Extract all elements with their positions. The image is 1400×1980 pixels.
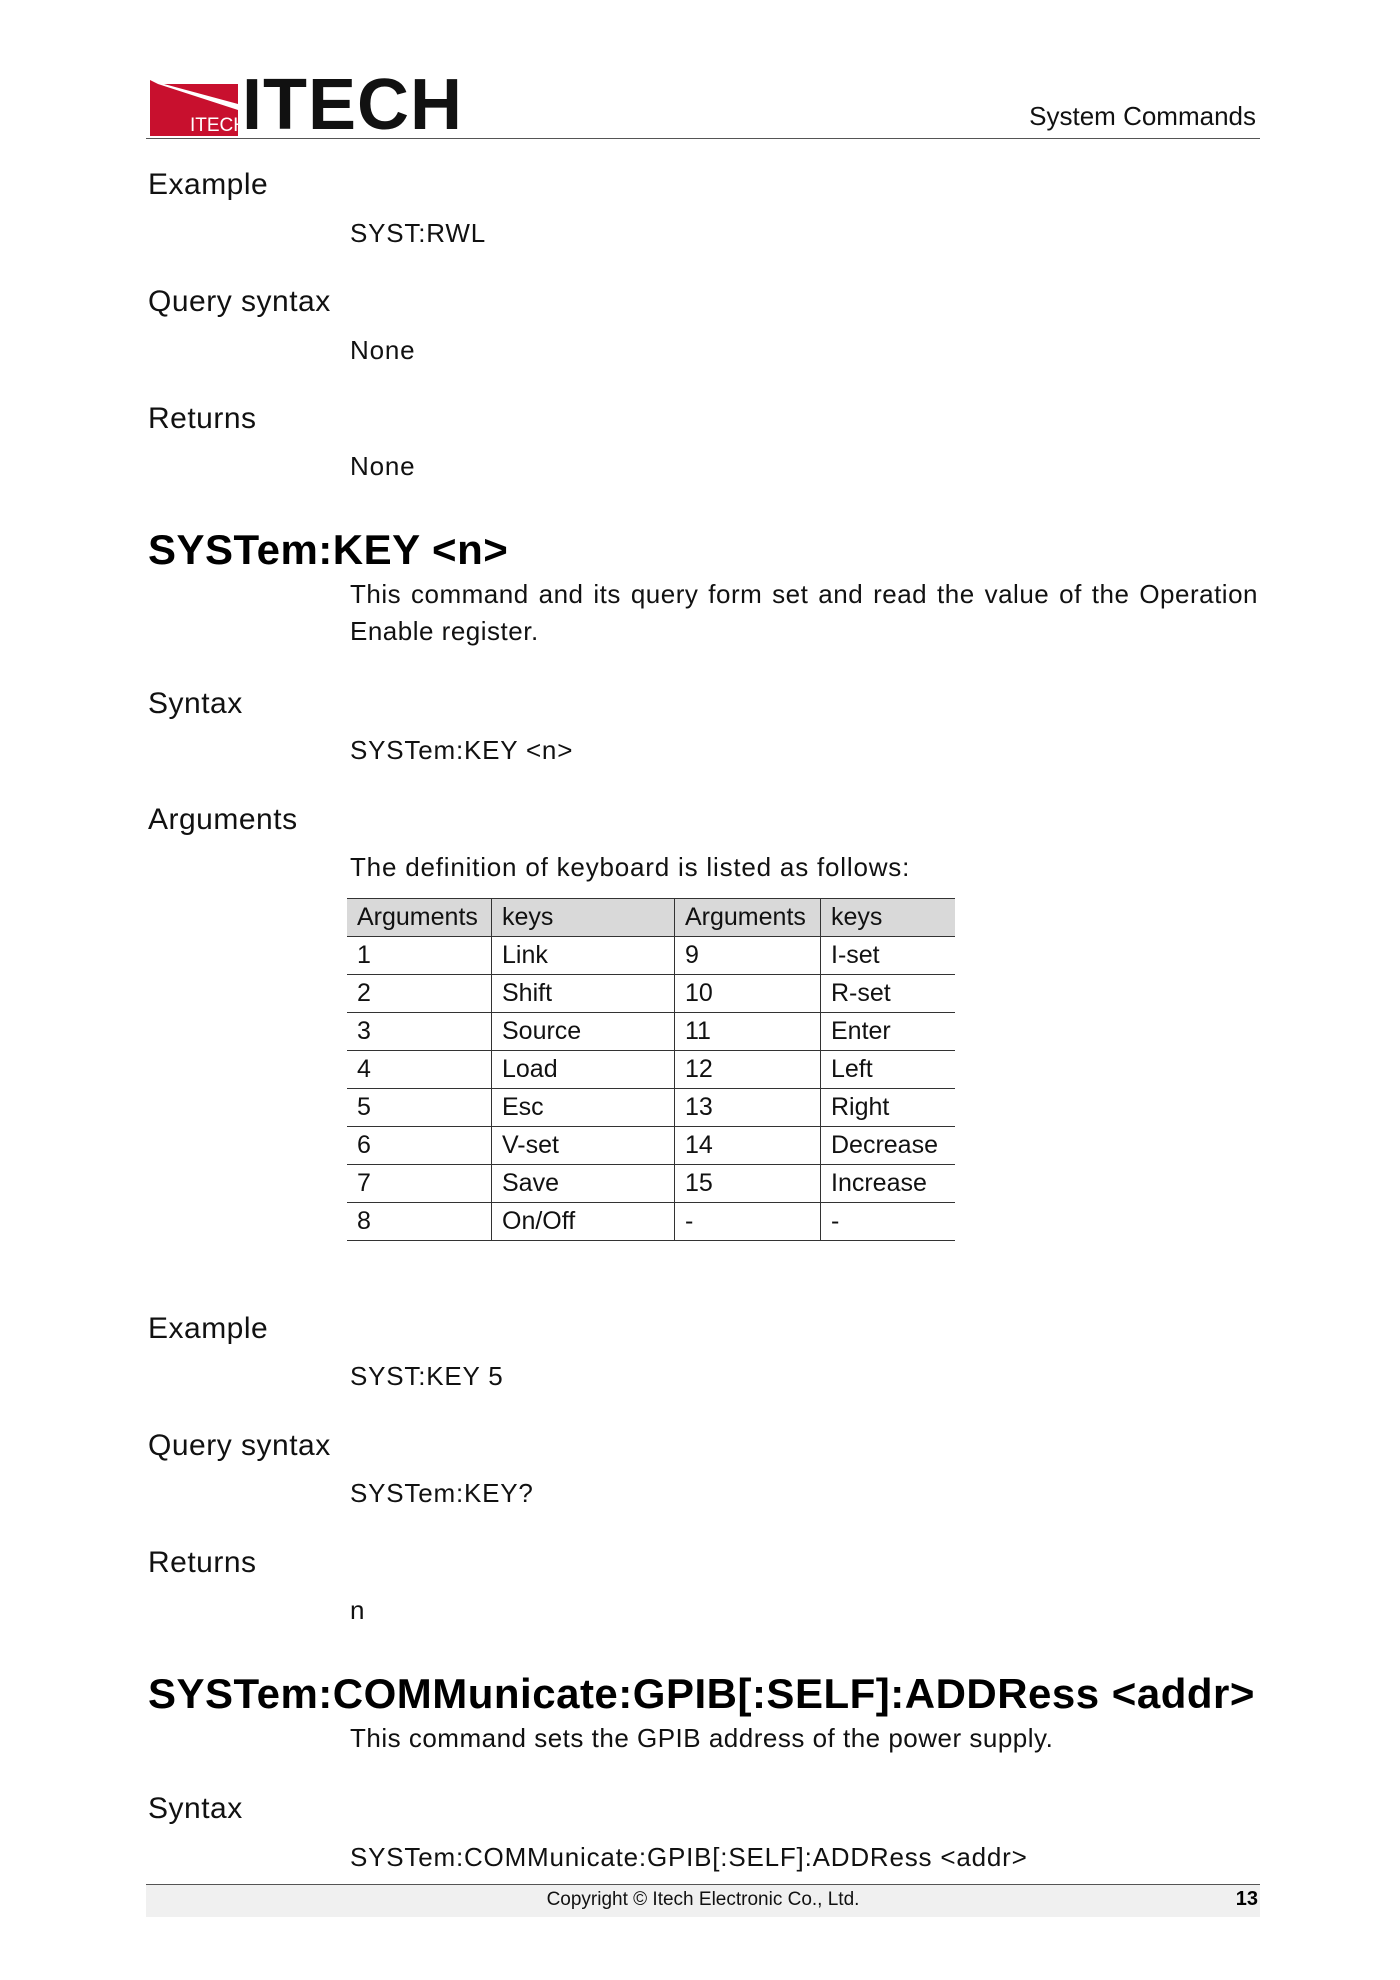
table-header-cell: Arguments bbox=[675, 899, 821, 937]
arguments-label: Arguments bbox=[148, 803, 298, 836]
table-row bbox=[347, 1089, 955, 1127]
table-header-cell: keys bbox=[492, 899, 675, 937]
table-row bbox=[347, 1203, 955, 1241]
itech-logo-mark-icon bbox=[150, 80, 247, 136]
table-cell: 2 bbox=[347, 975, 492, 1013]
logo-small-text: ITECH bbox=[190, 115, 247, 136]
table-cell: Decrease bbox=[821, 1127, 956, 1165]
example-value: SYST:RWL bbox=[350, 218, 486, 248]
table-row bbox=[347, 1127, 955, 1165]
table-header-row bbox=[347, 899, 955, 937]
example-label: Example bbox=[148, 168, 269, 201]
syntax-value: SYSTem:KEY <n> bbox=[350, 735, 574, 765]
table-cell: 7 bbox=[347, 1165, 492, 1203]
example-label: Example bbox=[148, 1312, 269, 1345]
table-cell: Increase bbox=[821, 1165, 956, 1203]
command-title-gpib: SYSTem:COMMunicate:GPIB[:SELF]:ADDRess <addr> bbox=[148, 1670, 1255, 1717]
table-cell: 12 bbox=[675, 1051, 821, 1089]
table-cell: V-set bbox=[492, 1127, 675, 1165]
query-syntax-value: SYSTem:KEY? bbox=[350, 1478, 534, 1508]
table-cell: 8 bbox=[347, 1203, 492, 1241]
table-cell: - bbox=[675, 1203, 821, 1241]
table-cell: Left bbox=[821, 1051, 956, 1089]
table-cell: 10 bbox=[675, 975, 821, 1013]
query-syntax-label: Query syntax bbox=[148, 1429, 331, 1462]
returns-label: Returns bbox=[148, 1546, 257, 1579]
table-row bbox=[347, 975, 955, 1013]
copyright-text: Copyright © Itech Electronic Co., Ltd. bbox=[546, 1889, 860, 1910]
table-header-cell: keys bbox=[821, 899, 956, 937]
syntax-label: Syntax bbox=[148, 687, 243, 720]
table-cell: Link bbox=[492, 937, 675, 975]
table-row bbox=[347, 1165, 955, 1203]
example-value: SYST:KEY 5 bbox=[350, 1361, 504, 1391]
table-cell: Source bbox=[492, 1013, 675, 1051]
arguments-intro: The definition of keyboard is listed as follows: bbox=[350, 852, 911, 882]
table-cell: Save bbox=[492, 1165, 675, 1203]
table-cell: 14 bbox=[675, 1127, 821, 1165]
section-title: System Commands bbox=[1029, 101, 1256, 131]
returns-value: None bbox=[350, 451, 416, 481]
table-row bbox=[347, 1051, 955, 1089]
page-number: 13 bbox=[1235, 1888, 1258, 1910]
logo-wordmark: ITECH bbox=[242, 65, 463, 145]
table-cell: 9 bbox=[675, 937, 821, 975]
table-cell: 1 bbox=[347, 937, 492, 975]
syntax-label: Syntax bbox=[148, 1792, 243, 1825]
table-cell: 15 bbox=[675, 1165, 821, 1203]
table-cell: 3 bbox=[347, 1013, 492, 1051]
table-cell: 5 bbox=[347, 1089, 492, 1127]
table-cell: Shift bbox=[492, 975, 675, 1013]
table-cell: 6 bbox=[347, 1127, 492, 1165]
query-syntax-value: None bbox=[350, 335, 416, 365]
page-header bbox=[146, 65, 1260, 145]
table-cell: Esc bbox=[492, 1089, 675, 1127]
table-cell: Right bbox=[821, 1089, 956, 1127]
table-cell: 13 bbox=[675, 1089, 821, 1127]
table-cell: I-set bbox=[821, 937, 956, 975]
table-cell: 11 bbox=[675, 1013, 821, 1051]
command-description-gpib: This command sets the GPIB address of the power supply. bbox=[350, 1723, 1054, 1753]
table-header-cell: Arguments bbox=[347, 899, 492, 937]
command-title-key: SYSTem:KEY <n> bbox=[148, 526, 509, 573]
table-row bbox=[347, 937, 955, 975]
keyboard-definition-table bbox=[347, 898, 955, 1241]
table-cell: 4 bbox=[347, 1051, 492, 1089]
command-description-key: This command and its query form set and read the value of the Operation Enable register. bbox=[350, 579, 1258, 646]
returns-value: n bbox=[350, 1595, 366, 1625]
page-footer bbox=[146, 1884, 1260, 1917]
table-cell: - bbox=[821, 1203, 956, 1241]
returns-label: Returns bbox=[148, 402, 257, 435]
query-syntax-label: Query syntax bbox=[148, 285, 331, 318]
table-row bbox=[347, 1013, 955, 1051]
table-cell: Enter bbox=[821, 1013, 956, 1051]
table-cell: R-set bbox=[821, 975, 956, 1013]
table-cell: On/Off bbox=[492, 1203, 675, 1241]
table-cell: Load bbox=[492, 1051, 675, 1089]
syntax-value: SYSTem:COMMunicate:GPIB[:SELF]:ADDRess <addr> bbox=[350, 1842, 1028, 1872]
